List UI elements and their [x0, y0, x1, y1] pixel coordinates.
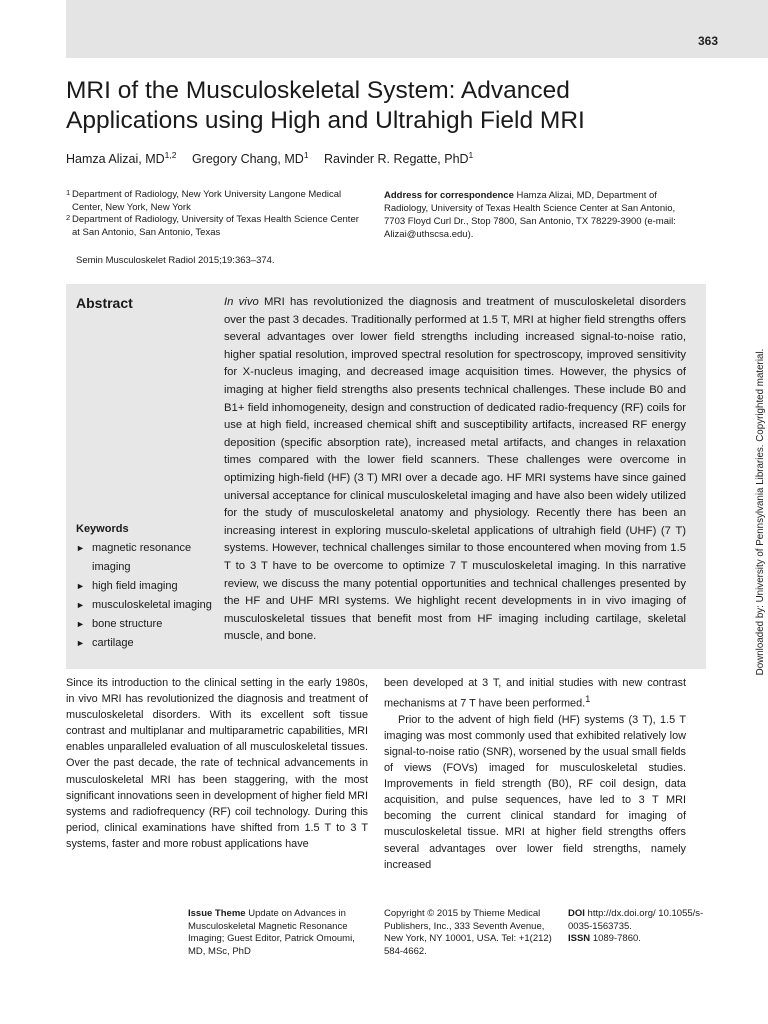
author-name: Ravinder R. Regatte, PhD — [324, 152, 469, 167]
affiliation-number: 2 — [66, 213, 71, 222]
author-list — [66, 150, 706, 166]
copyright-notice: Copyright © 2015 by Thieme Medical Publishers, Inc., 333 Seventh Avenue, New York, NY 10001, USA. Tel: +1(212) 584-4662. — [384, 908, 552, 957]
author-affil-sup: 1 — [303, 150, 309, 160]
keyword-item — [76, 596, 216, 615]
keyword-text: bone structure — [92, 618, 163, 630]
keyword-item — [76, 634, 216, 653]
keyword-item — [76, 577, 216, 596]
arrow-bullet-icon: ► — [76, 638, 85, 648]
reference-sup: 1 — [585, 694, 591, 705]
download-side-note — [749, 340, 766, 684]
affiliation-2 — [66, 214, 366, 239]
issue-theme-label: Issue Theme — [188, 908, 246, 919]
arrow-bullet-icon: ► — [76, 619, 85, 629]
author-1 — [66, 152, 176, 166]
keyword-text: musculoskeletal imaging — [92, 599, 212, 611]
arrow-bullet-icon: ► — [76, 581, 85, 591]
keywords-title: Keywords — [76, 523, 129, 535]
correspondence-address — [384, 189, 694, 241]
body-paragraph-text: been developed at 3 T, and initial studies with new contrast mechanisms at 7 T have been performed. — [384, 677, 686, 710]
affiliation-text: Department of Radiology, University of Texas Health Science Center at San Antonio, San Antonio, Texas — [72, 214, 359, 238]
author-affil-sup: 1 — [468, 150, 474, 160]
issue-theme — [188, 908, 368, 958]
keyword-list — [76, 539, 216, 653]
correspondence-label: Address for correspondence — [384, 190, 514, 201]
author-name: Gregory Chang, MD — [191, 152, 304, 167]
body-paragraph: Prior to the advent of high field (HF) systems (3 T), 1.5 T imaging was most commonly used that exhibited relatively low signal-to-noise ratio (SNR), worsened by the usual small fields of views (FOVs) imaged for musculoskeletal studies. Improvements in field strength (B0), RF coil design, data acquisition, and pulse sequences, have led to 3 T MRI becoming the current clinical standard for imaging of musculoskeletal tissue. MRI at higher field strengths offers several advantages over lower field strengths, namely increased — [384, 713, 686, 871]
issn-text: 1089-7860. — [592, 933, 641, 944]
journal-citation: Semin Musculoskelet Radiol 2015;19:363–374. — [76, 255, 275, 266]
issue-theme-text: Update on Advances in Musculoskeletal Magnetic Resonance Imaging; Guest Editor, Patrick Omoumi, MD, MSc, PhD — [188, 908, 355, 957]
body-paragraph: Since its introduction to the clinical setting in the early 1980s, in vivo MRI has revolutionized the diagnosis and treatment of musculoskeletal disorders. With its excellent soft tissue contrast and multiplanar and multiparametric capabilities, MRI enables unparalleled evaluation of all musculoskeletal tissues. Over the past decade, the rate of technical advancements in musculoskeletal MRI has been staggering, with the most significant innovations seen in development of higher field MRI systems and radiofrequency (RF) coil technology. During this period, clinical examinations have shifted from 1.5 T to 3 T systems, faster and more robust applications have — [66, 677, 368, 850]
keyword-item — [76, 615, 216, 634]
arrow-bullet-icon: ► — [76, 543, 85, 553]
doi-text: http://dx.doi.org/ 10.1055/s-0035-1563735. — [568, 908, 704, 932]
page-number: 363 — [697, 34, 718, 48]
issn-label: ISSN — [568, 933, 591, 944]
doi-line — [568, 908, 708, 933]
title-line-2: Applications using High and Ultrahigh Field MRI — [66, 107, 585, 134]
doi-label: DOI — [568, 908, 585, 919]
header-band — [66, 0, 768, 58]
affiliation-number: 1 — [66, 188, 71, 197]
abstract-text — [224, 294, 686, 646]
issn-line — [568, 933, 708, 946]
author-name: Hamza Alizai, MD — [66, 152, 165, 167]
affiliation-1 — [66, 189, 366, 214]
keyword-text: magnetic resonance imaging — [92, 542, 192, 573]
keywords-box — [76, 520, 216, 653]
body-column-right — [384, 675, 686, 873]
title-line-1: MRI of the Musculoskeletal System: Advanced — [66, 77, 570, 104]
article-title — [66, 76, 706, 136]
author-2 — [192, 152, 309, 166]
affiliations — [66, 189, 366, 239]
doi-issn-block — [568, 908, 708, 946]
arrow-bullet-icon: ► — [76, 600, 85, 610]
abstract-heading: Abstract — [76, 295, 133, 311]
body-paragraph — [384, 675, 686, 712]
author-3 — [324, 152, 473, 166]
correspondence-text: Hamza Alizai, MD, Department of Radiology, University of Texas Health Science Center at San Antonio, 7703 Floyd Curl Dr., Stop 7800, San Antonio, TX 78229-3900 (e-mail: Alizai@uthscsa.edu). — [384, 190, 676, 240]
keyword-text: cartilage — [92, 637, 134, 649]
abstract-body: MRI has revolutionized the diagnosis and treatment of musculoskeletal disorders over the past 3 decades. Traditionally performed at 1.5 T, MRI at higher field strengths offers several advantages over lower field strengths including increased signal-to-noise ratio, higher spatial resolution, improved spectral resolution for spectroscopy, improved sensitivity for X-nucleus imaging, and decreased image acquisition times. However, the physics of imaging at higher field strengths also presents technical challenges. These include B0 and B1+ field inhomogeneity, design and construction of dedicated radio-frequency (RF) coils for use at high field, increased chemical shift and susceptibility artifacts, increased RF energy deposition (specific absorption rate), increased metal artifacts, and changes in relaxation times compared with the lower field scanners. These challenges were overcome in optimizing high-field (HF) (3 T) MRI over a decade ago. HF MRI systems have since gained universal acceptance for clinical musculoskeletal imaging and have also been widely utilized for the study of musculoskeletal anatomy and physiology. Recently there has been an increasing interest in exploring musculo-skeletal applications of ultrahigh field (UHF) (7 T) systems. However, technical challenges similar to those encountered when moving from 1.5 T to 3 T have to be overcome to optimize 7 T musculoskeletal imaging. In this narrative review, we discuss the many potential opportunities and technical challenges presented by the HF and UHF MRI systems. We highlight recent developments in in vivo imaging of musculoskeletal tissues that benefit most from HF imaging including cartilage, skeletal muscle, and bone. — [224, 296, 686, 643]
abstract-lead-italic: In vivo — [224, 296, 259, 308]
author-affil-sup: 1,2 — [164, 150, 177, 160]
keyword-item — [76, 539, 216, 577]
download-side-note-text: Downloaded by: University of Pennsylvania Libraries. Copyrighted material. — [755, 348, 766, 676]
body-column-left — [66, 675, 368, 852]
keyword-text: high field imaging — [92, 580, 178, 592]
affiliation-text: Department of Radiology, New York University Langone Medical Center, New York, New York — [72, 189, 342, 213]
